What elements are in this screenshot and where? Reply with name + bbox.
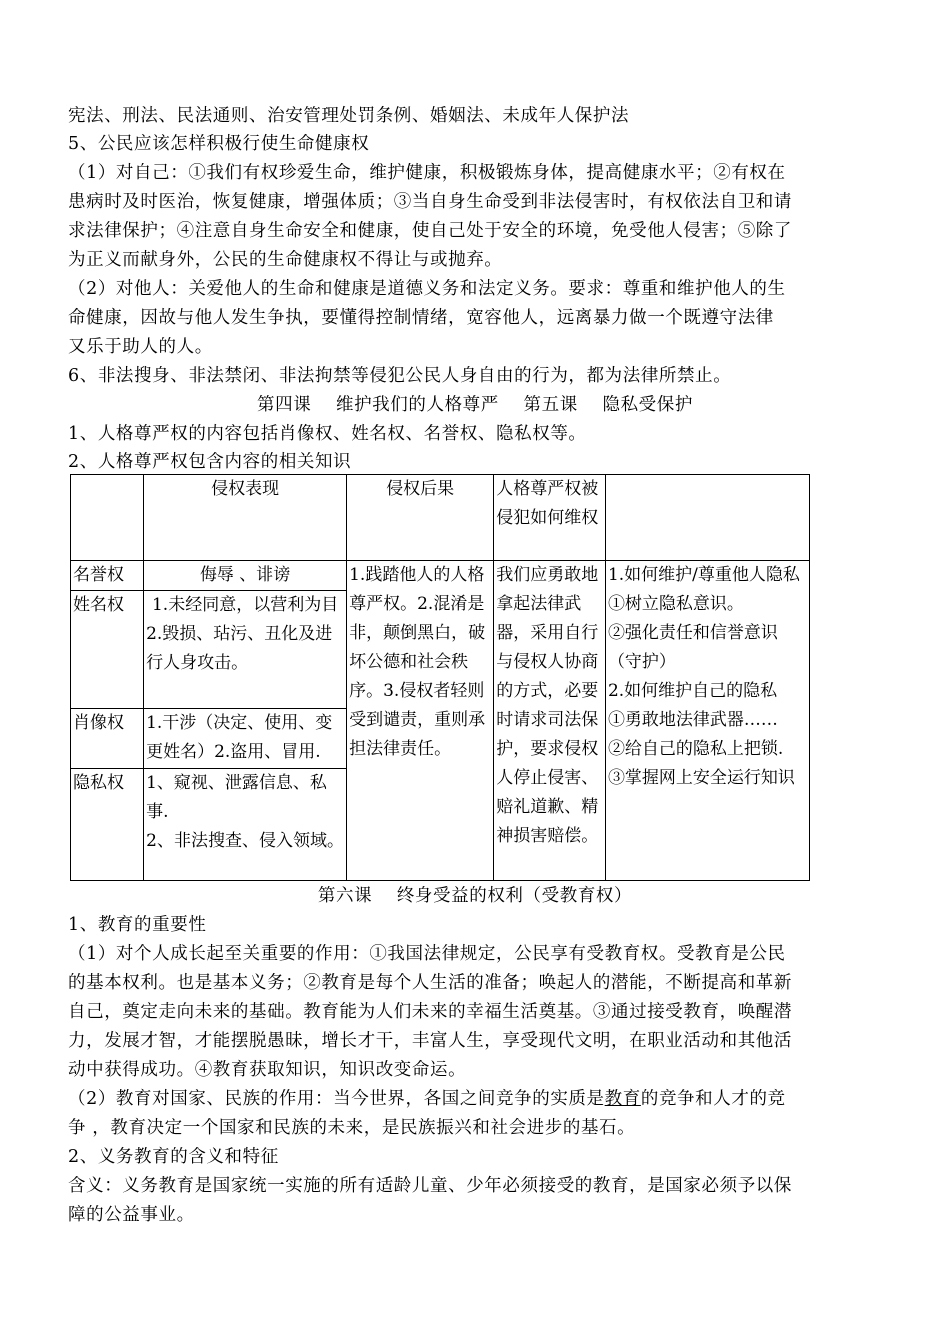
header-cell: [605, 475, 809, 561]
paragraph-line: 患病时及时医治，恢复健康，增强体质；③当自身生命受到非法侵害时，有权依法自卫和请: [68, 192, 792, 212]
behavior-cell: 侮辱 、诽谤: [144, 561, 347, 591]
privacy-line: ②给自己的隐私上把锁.: [607, 739, 784, 759]
header-cell: 人格尊严权被侵犯如何维权: [494, 475, 606, 561]
paragraph-line: 自己，奠定走向未来的基础。教育能为人们未来的幸福生活奠基。③通过接受教育，唤醒潜: [68, 1002, 792, 1022]
section-5-title: 5、公民应该怎样积极行使生命健康权: [68, 134, 370, 154]
right-name-cell: 名誉权: [71, 561, 144, 591]
text-span: 的竞争和人才的竞: [640, 1089, 786, 1109]
behavior-cell: [144, 591, 347, 709]
paragraph-line: 含义：义务教育是国家统一实施的所有适龄儿童、少年必须接受的教育，是国家必须予以保: [68, 1176, 792, 1196]
privacy-line: ③掌握网上安全运行知识: [607, 768, 795, 788]
point-2-line: 2、人格尊严权包含内容的相关知识: [68, 452, 352, 472]
paragraph-line: 障的公益事业。: [68, 1205, 195, 1225]
paragraph-line: 的基本权利。也是基本义务；②教育是每个人生活的准备；唤起人的潜能，不断提高和革新: [68, 973, 792, 993]
lesson-4-5-heading: 第四课 维护我们的人格尊严 第五课 隐私受保护: [257, 395, 693, 415]
behavior-line: 2、非法搜查、侵入领域。: [146, 831, 344, 851]
table-row: [71, 561, 810, 591]
paragraph-line: 争 ，教育决定一个国家和民族的未来，是民族振兴和社会进步的基石。: [68, 1118, 636, 1138]
law-list-line: 宪法、刑法、民法通则、治安管理处罚条例、婚姻法、未成年人保护法: [68, 106, 630, 126]
privacy-line: ①勇敢地法律武器……: [607, 710, 778, 730]
consequence-cell: 1.践踏他人的人格尊严权。2.混淆是非，颠倒黑白，破坏公德和社会秩序。3.侵权者轻则受到谴责，重则承担法律责任。: [347, 561, 494, 881]
header-cell: 侵权表现: [144, 475, 347, 561]
right-name-cell: 隐私权: [71, 769, 144, 881]
behavior-line: 2.毁损、玷污、丑化及进行人身攻击。: [146, 624, 333, 673]
privacy-line: ①树立隐私意识。: [607, 594, 744, 614]
paragraph-line: 命健康，因故与他人发生争执，要懂得控制情绪，宽容他人，远离暴力做一个既遵守法律: [68, 308, 774, 328]
header-cell: 侵权后果: [347, 475, 494, 561]
privacy-line: 1.如何维护/尊重他人隐私: [607, 565, 800, 585]
lesson-6-heading: 第六课 终身受益的权利（受教育权）: [317, 886, 633, 906]
table-header-row: [71, 475, 810, 561]
paragraph-line: 为正义而献身外，公民的生命健康权不得让与或抛弃。: [68, 250, 503, 270]
right-name-cell: 姓名权: [71, 591, 144, 709]
privacy-cell: [605, 561, 809, 881]
remedy-cell: 我们应勇敢地拿起法律武器，采用自行与侵权人协商的方式，必要时请求司法保护，要求侵权人停止侵害、赔礼道歉、精神损害赔偿。: [494, 561, 606, 881]
paragraph-line: 动中获得成功。④教育获取知识，知识改变命运。: [68, 1060, 467, 1080]
underlined-word: 教育: [604, 1089, 641, 1109]
behavior-line: 1、窥视、泄露信息、私事.: [146, 773, 327, 822]
section-6-line: 6、非法搜身、非法禁闭、非法拘禁等侵犯公民人身自由的行为，都为法律所禁止。: [68, 366, 732, 386]
paragraph-line: [68, 1087, 848, 1111]
behavior-line: 1.未经同意，以营利为目: [151, 595, 339, 615]
paragraph-line: （1）对个人成长起至关重要的作用：①我国法律规定，公民享有受教育权。受教育是公民: [68, 944, 786, 964]
paragraph-line: （2）对他人：关爱他人的生命和健康是道德义务和法定义务。要求：尊重和维护他人的生: [68, 279, 786, 299]
header-cell: [71, 475, 144, 561]
behavior-cell: 1.干涉（决定、使用、变更姓名）2.盗用、冒用.: [144, 709, 347, 769]
dignity-rights-table: [70, 474, 810, 881]
paragraph-line: 又乐于助人的人。: [68, 337, 213, 357]
privacy-line: 2.如何维护自己的隐私: [607, 681, 778, 701]
paragraph-line: （1）对自己：①我们有权珍爱生命，维护健康，积极锻炼身体，提高健康水平；②有权在: [68, 163, 786, 183]
behavior-cell: [144, 769, 347, 881]
education-point-1: 1、教育的重要性: [68, 915, 207, 935]
text-span: （2）教育对国家、民族的作用：当今世界，各国之间竞争的实质是: [68, 1089, 605, 1109]
paragraph-line: 力，发展才智，才能摆脱愚昧，增长才干，丰富人生，享受现代文明，在职业活动和其他活: [68, 1031, 792, 1051]
right-name-cell: 肖像权: [71, 709, 144, 769]
privacy-line: ②强化责任和信誉意识（守护）: [607, 623, 778, 672]
compulsory-education-title: 2、义务教育的含义和特征: [68, 1147, 279, 1167]
point-1-line: 1、人格尊严权的内容包括肖像权、姓名权、名誉权、隐私权等。: [68, 424, 587, 444]
paragraph-line: 求法律保护；④注意自身生命安全和健康，使自己处于安全的环境，免受他人侵害；⑤除了: [68, 221, 792, 241]
